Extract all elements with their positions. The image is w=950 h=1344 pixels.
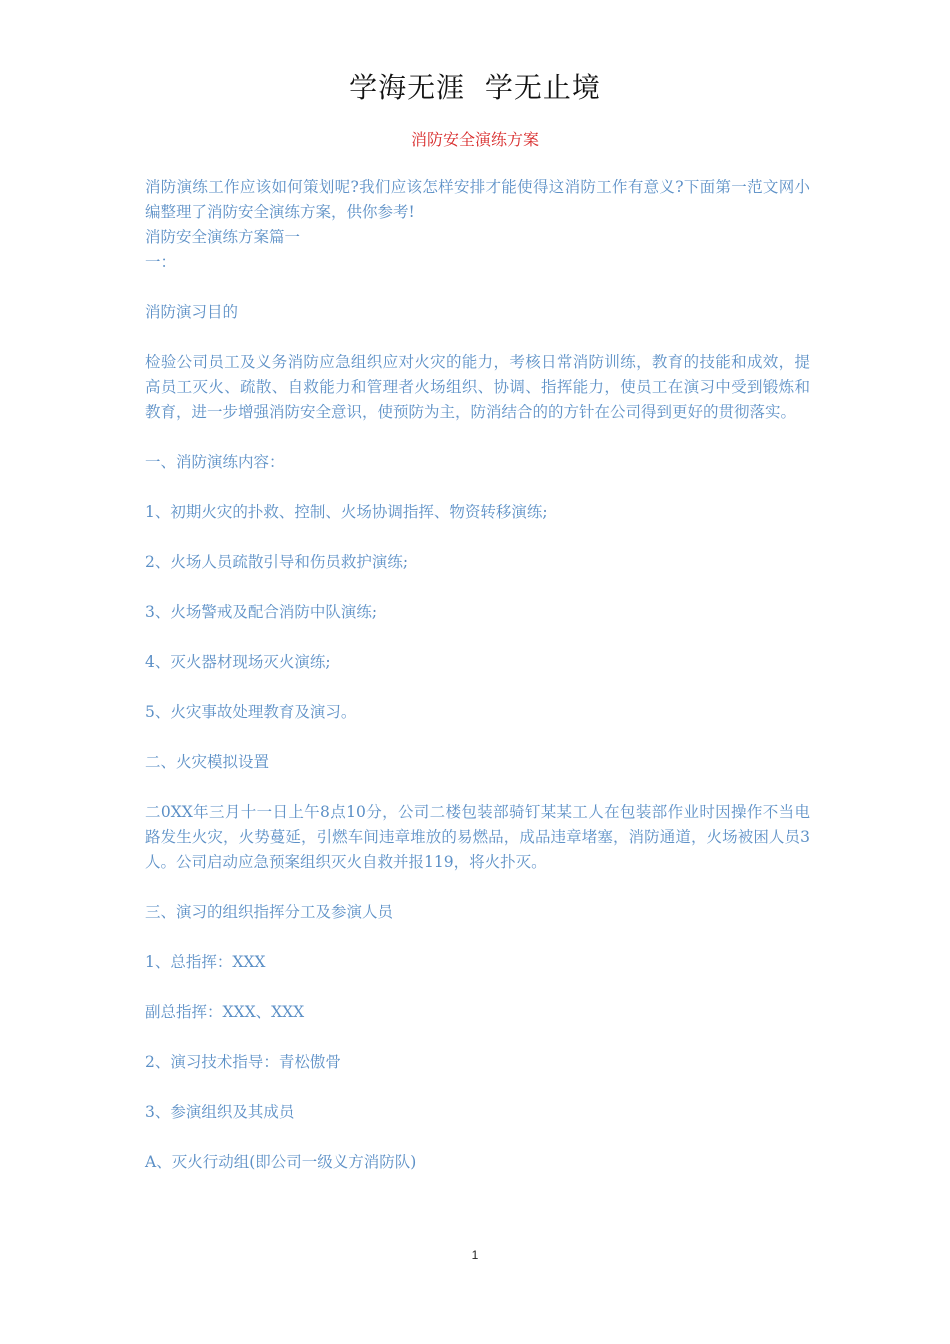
list-item: 1、初期火灾的扑救、控制、火场协调指挥、物资转移演练; [145, 503, 548, 521]
header-title: 学海无涯 学无止境 [349, 71, 601, 104]
list-item: 5、火灾事故处理教育及演习。 [145, 703, 357, 721]
section-number: 一： [145, 253, 177, 271]
purpose-heading: 消防演习目的 [145, 303, 239, 321]
list-item: 2、火场人员疏散引导和伤员救护演练; [145, 553, 409, 571]
list-item: 副总指挥：XXX、XXX [145, 1003, 305, 1021]
intro-paragraph: 消防演练工作应该如何策划呢?我们应该怎样安排才能使得这消防工作有意义?下面第一范文网小编整理了消防安全演练方案，供你参考! [145, 178, 810, 221]
list-item: 2、演习技术指导：青松傲骨 [145, 1053, 341, 1071]
document-body [145, 175, 810, 1175]
page-number: 1 [471, 1248, 479, 1262]
list-item: 4、灭火器材现场灭火演练; [145, 653, 331, 671]
organization-heading: 三、演习的组织指挥分工及参演人员 [145, 903, 394, 921]
purpose-paragraph: 检验公司员工及义务消防应急组织应对火灾的能力，考核日常消防训练，教育的技能和成效，提高员工灭火、疏散、自救能力和管理者火场组织、协调、指挥能力，使员工在演习中受到锻炼和教育，进一步增强消防安全意识，使预防为主，防消结合的的方针在公司得到更好的贯彻落实。 [145, 353, 810, 421]
list-item: A、灭火行动组(即公司一级义方消防队) [145, 1153, 417, 1171]
list-item: 3、参演组织及其成员 [145, 1103, 295, 1121]
scenario-heading: 二、火灾模拟设置 [145, 753, 270, 771]
scenario-paragraph: 二0XX年三月十一日上午8点10分，公司二楼包装部骑钉某某工人在包装部作业时因操作不当电路发生火灾，火势蔓延，引燃车间违章堆放的易燃品，成品违章堵塞，消防通道，火场被困人员3人。公司启动应急预案组织灭火自救并报119，将火扑灭。 [145, 803, 810, 871]
content-heading: 一、消防演练内容： [145, 453, 285, 471]
document-title: 消防安全演练方案 [410, 130, 539, 149]
list-item: 1、总指挥：XXX [145, 953, 266, 971]
section-heading: 消防安全演练方案篇一 [145, 228, 301, 246]
list-item: 3、火场警戒及配合消防中队演练; [145, 603, 378, 621]
